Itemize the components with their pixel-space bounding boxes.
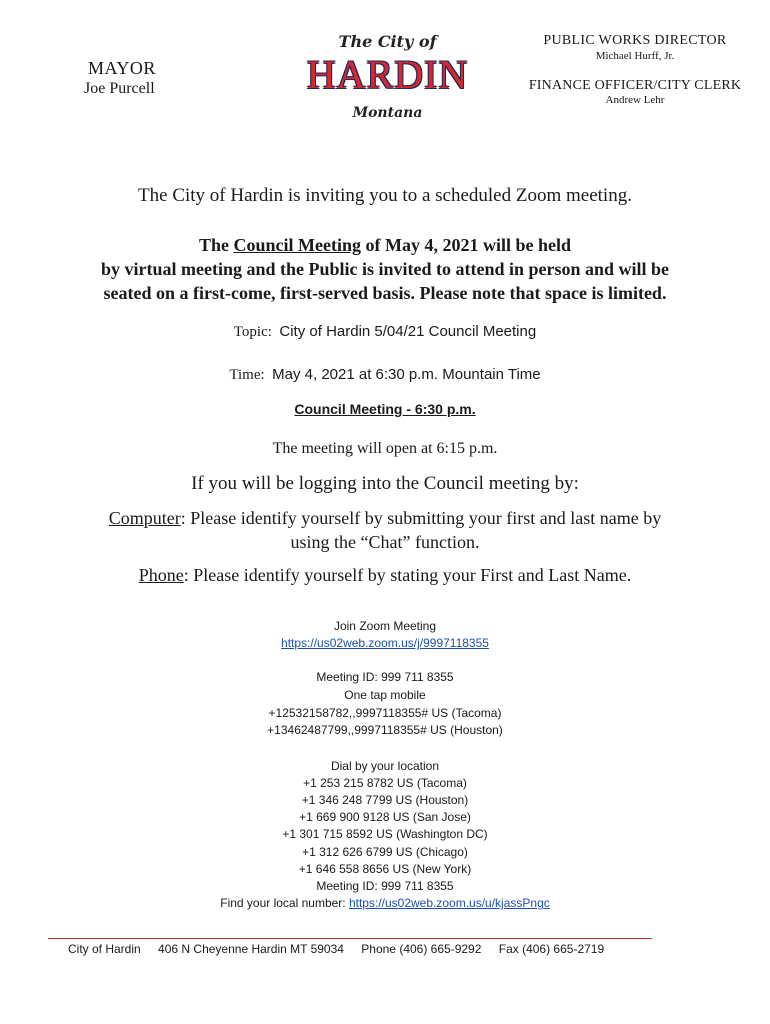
finance-officer-title: FINANCE OFFICER/CITY CLERK [528,78,742,93]
finance-officer-name: Andrew Lehr [605,94,665,106]
phone-label: Phone [138,565,184,585]
meeting-opens-text: The meeting will open at 6:15 p.m. [272,440,498,457]
mayor-title: MAYOR [88,58,156,78]
tap-line-houston[interactable]: +13462487799,,9997118355# US (Houston) [267,723,503,737]
computer-text-1: : Please identify yourself by submitting your first and last name by [180,508,662,528]
phone-instructions [0,565,770,586]
notice-prefix: The [198,235,234,255]
footer [68,942,618,956]
dial-line-new-york: +1 646 558 8656 US (New York) [298,862,472,876]
notice-line1-rest: of May 4, 2021 will be held [361,235,571,255]
topic-value: City of Hardin 5/04/21 Council Meeting [279,323,537,340]
public-works-title: PUBLIC WORKS DIRECTOR [543,33,727,48]
meeting-id-2: Meeting ID: 999 711 8355 [316,879,454,893]
logging-instructions: If you will be logging into the Council meeting by: [191,473,579,494]
logo-main-text: HARDIN [306,52,469,97]
meeting-id: Meeting ID: 999 711 8355 [316,670,454,684]
footer-phone: Phone (406) 665-9292 [361,942,482,956]
time-value: May 4, 2021 at 6:30 p.m. Mountain Time [272,366,541,383]
logo-bottom-text: Montana [352,105,423,121]
find-local-line [0,895,770,912]
join-zoom-label: Join Zoom Meeting [333,619,437,633]
join-zoom-link[interactable]: https://us02web.zoom.us/j/9997118355 [281,636,489,650]
time-line [0,366,770,384]
invite-text: The City of Hardin is inviting you to a scheduled Zoom meeting. [138,185,632,206]
dial-label: Dial by your location [330,759,440,773]
city-logo [300,32,475,121]
dial-line-tacoma: +1 253 215 8782 US (Tacoma) [303,776,467,790]
notice-council-meeting: Council Meeting [233,235,361,255]
computer-line-1 [0,506,770,530]
dial-line-houston: +1 346 248 7799 US (Houston) [301,793,469,807]
topic-line [0,323,770,341]
notice-line-2: by virtual meeting and the Public is invited to attend in person and will be [100,259,670,279]
computer-label: Computer [108,508,181,528]
footer-address: 406 N Cheyenne Hardin MT 59034 [158,942,344,956]
join-url-wrap [0,635,770,652]
one-tap-label: One tap mobile [344,688,426,702]
council-meeting-time: Council Meeting - 6:30 p.m. [294,401,476,417]
find-local-label: Find your local number: [220,896,349,910]
phone-text: : Please identify yourself by stating your First and Last Name. [183,565,632,585]
dial-line-san-jose: +1 669 900 9128 US (San Jose) [299,810,471,824]
find-local-link[interactable]: https://us02web.zoom.us/u/kjassPngc [348,896,550,910]
footer-rule [48,938,652,939]
computer-line-2: using the “Chat” function. [290,532,480,552]
footer-org: City of Hardin [68,942,141,956]
dial-line-washington: +1 301 715 8592 US (Washington DC) [282,827,488,841]
notice-line-1 [0,233,770,257]
logo-top-text: The City of [338,32,437,51]
time-label: Time: [229,367,265,383]
dial-line-chicago: +1 312 626 6799 US (Chicago) [302,845,468,859]
mayor-name: Joe Purcell [84,80,155,97]
notice-line-3: seated on a first-come, first-served basis. Please note that space is limited. [103,283,667,303]
meeting-notice [0,233,770,305]
topic-label: Topic: [233,324,272,340]
computer-instructions [0,506,770,554]
footer-fax: Fax (406) 665-2719 [498,942,605,956]
tap-line-tacoma[interactable]: +12532158782,,9997118355# US (Tacoma) [268,706,502,720]
public-works-name: Michael Hurff, Jr. [595,50,675,62]
